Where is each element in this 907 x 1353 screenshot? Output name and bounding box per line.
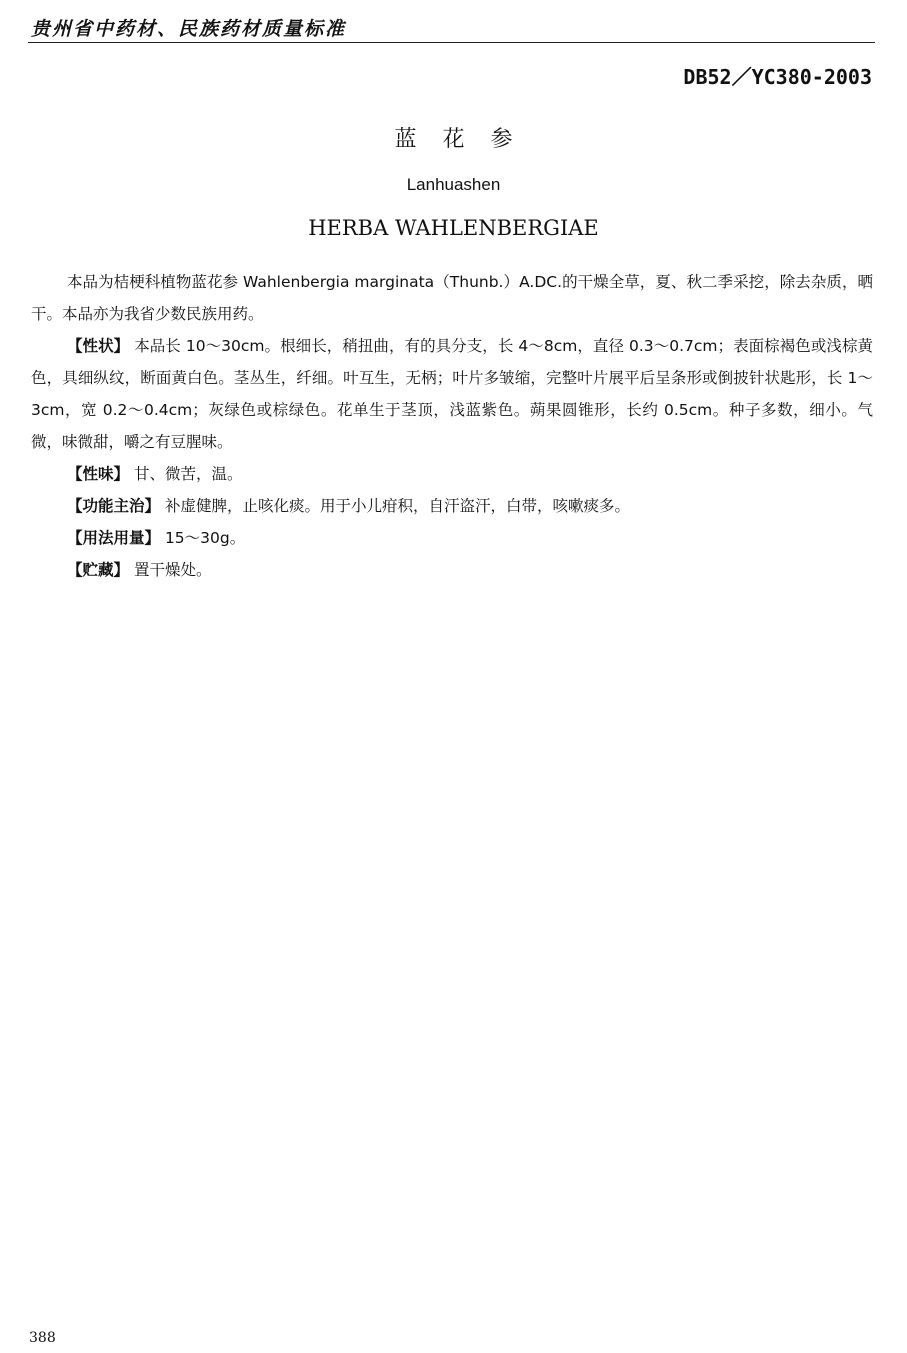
section-text-dosage: 15～30g。 [160, 529, 246, 547]
section-text-taste: 甘、微苦，温。 [129, 465, 243, 483]
section-description [31, 330, 873, 458]
page-number: 388 [29, 1330, 56, 1346]
section-label-description: 【性状】 [67, 337, 130, 355]
section-text-storage: 置干燥处。 [129, 561, 212, 579]
intro-paragraph: 本品为桔梗科植物蓝花参 Wahlenbergia marginata（Thunb.）A.DC.的干燥全草，夏、秋二季采挖，除去杂质，晒干。本品亦为我省少数民族用药。 [31, 273, 873, 323]
section-label-storage: 【贮藏】 [67, 561, 130, 579]
section-dosage [31, 522, 873, 554]
header-rule [28, 42, 875, 43]
section-label-dosage: 【用法用量】 [67, 529, 161, 547]
section-text-description: 本品长 10～30cm。根细长，稍扭曲，有的具分支，长 4～8cm，直径 0.3～0.7cm；表面棕褐色或浅棕黄色，具细纵纹，断面黄白色。茎丛生，纤细。叶互生，无柄；叶片多皱缩，完整叶片展平后呈条形或倒披针状匙形，长 1～3cm，宽 0.2～0.4cm；灰绿色或棕绿色。花单生于茎顶，浅蓝紫色。蒴果圆锥形，长约 0.5cm。种子多数，细小。气微，味微甜，嚼之有豆腥味。 [31, 337, 873, 451]
section-taste [31, 458, 873, 490]
section-text-function: 补虚健脾，止咳化痰。用于小儿疳积，自汗盗汗，白带，咳嗽痰多。 [160, 497, 630, 515]
title-latin: HERBA WAHLENBERGIAE [308, 216, 599, 240]
running-header: 贵州省中药材、民族药材质量标准 [31, 18, 347, 40]
standard-code: DB52／YC380-2003 [683, 65, 872, 89]
section-label-function: 【功能主治】 [67, 497, 161, 515]
title-chinese: 蓝花参 [394, 127, 539, 152]
section-storage [31, 554, 873, 586]
section-function [31, 490, 873, 522]
document-body [31, 266, 873, 586]
title-pinyin: Lanhuashen [406, 175, 501, 194]
section-label-taste: 【性味】 [67, 465, 130, 483]
